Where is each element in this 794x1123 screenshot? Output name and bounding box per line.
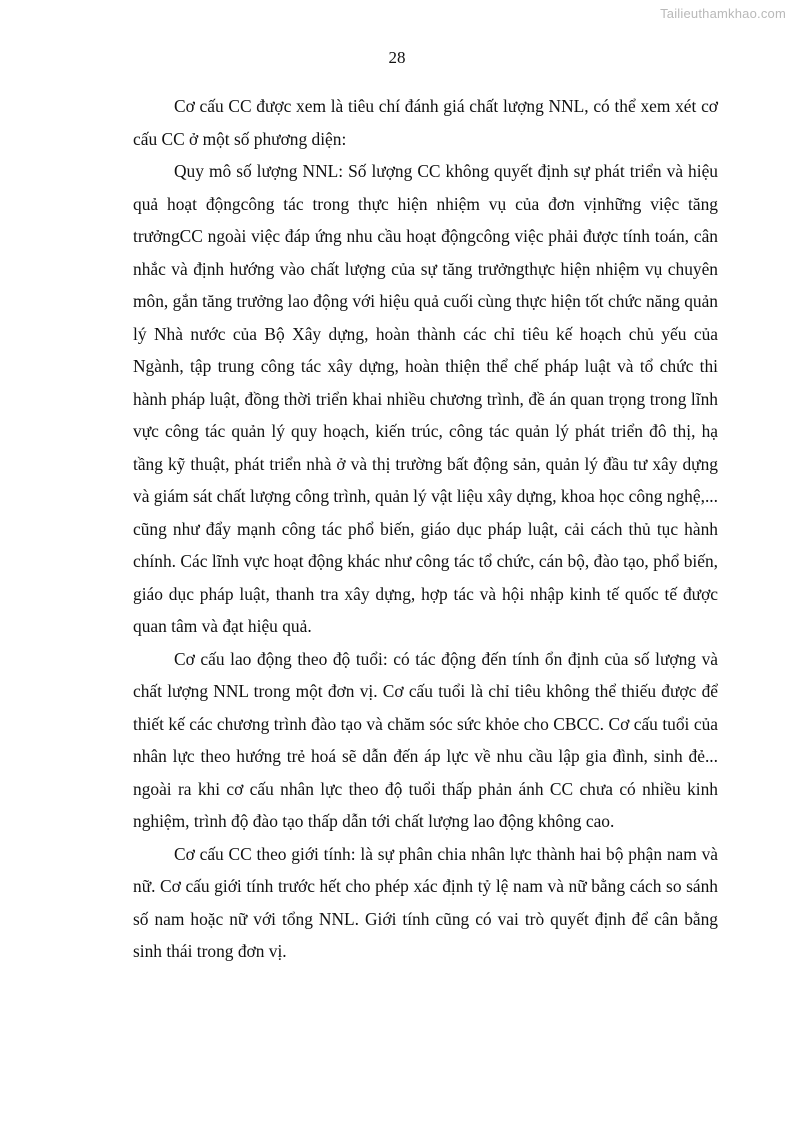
paragraph-gender-structure: Cơ cấu CC theo giới tính: là sự phân chia nhân lực thành hai bộ phận nam và nữ. Cơ cấu giới tính trước hết cho phép xác định tỷ lệ nam và nữ bằng cách so sánh số nam hoặc nữ với tổng NNL. Giới tính cũng có vai trò quyết định để cân bằng sinh thái trong đơn vị. (133, 843, 718, 961)
watermark: Tailieuthamkhao.com (660, 6, 786, 21)
paragraph-intro: Cơ cấu CC được xem là tiêu chí đánh giá chất lượng NNL, có thể xem xét cơ cấu CC ở một số phương diện: (133, 96, 718, 149)
paragraph-age-structure: Cơ cấu lao động theo độ tuổi: có tác động đến tính ổn định của số lượng và chất lượng NNL trong một đơn vị. Cơ cấu tuổi là chỉ tiêu không thể thiếu được để thiết kế các chương trình đào tạo và chăm sóc sức khỏe cho CBCC. Cơ cấu tuổi của nhân lực theo hướng trẻ hoá sẽ dẫn đến áp lực về nhu cầu lập gia đình, sinh đẻ... ngoài ra khi cơ cấu nhân lực theo độ tuổi thấp phản ánh CC chưa có nhiều kinh nghiệm, trình độ đào tạo thấp dẫn tới chất lượng lao động không cao. (133, 648, 718, 831)
page-number: 28 (388, 48, 406, 67)
paragraph-quantity-scale: Quy mô số lượng NNL: Số lượng CC không quyết định sự phát triển và hiệu quả hoạt độngcông tác trong thực hiện nhiệm vụ của đơn vịnhững việc tăng trưởngCC ngoài việc đáp ứng nhu cầu hoạt độngcông việc phải được tính toán, cân nhắc và định hướng vào chất lượng của sự tăng trưởngthực hiện nhiệm vụ chuyên môn, gắn tăng trưởng lao động với hiệu quả cuối cùng thực hiện tốt chức năng quản lý Nhà nước của Bộ Xây dựng, hoàn thành các chỉ tiêu kế hoạch chủ yếu của Ngành, tập trung công tác xây dựng, hoàn thiện thể chế pháp luật và tổ chức thi hành pháp luật, đồng thời triển khai nhiều chương trình, đề án quan trọng trong lĩnh vực công tác quản lý quy hoạch, kiến trúc, công tác quản lý phát triển đô thị, hạ tầng kỹ thuật, phát triển nhà ở và thị trường bất động sản, quản lý đầu tư xây dựng và giám sát chất lượng công trình, quản lý vật liệu xây dựng, khoa học công nghệ,... cũng như đẩy mạnh công tác phổ biến, giáo dục pháp luật, cải cách thủ tục hành chính. Các lĩnh vực hoạt động khác như công tác tổ chức, cán bộ, đào tạo, phổ biến, giáo dục pháp luật, thanh tra xây dựng, hợp tác và hội nhập kinh tế quốc tế được quan tâm và đạt hiệu quả. (133, 161, 718, 636)
document-body (133, 90, 718, 968)
